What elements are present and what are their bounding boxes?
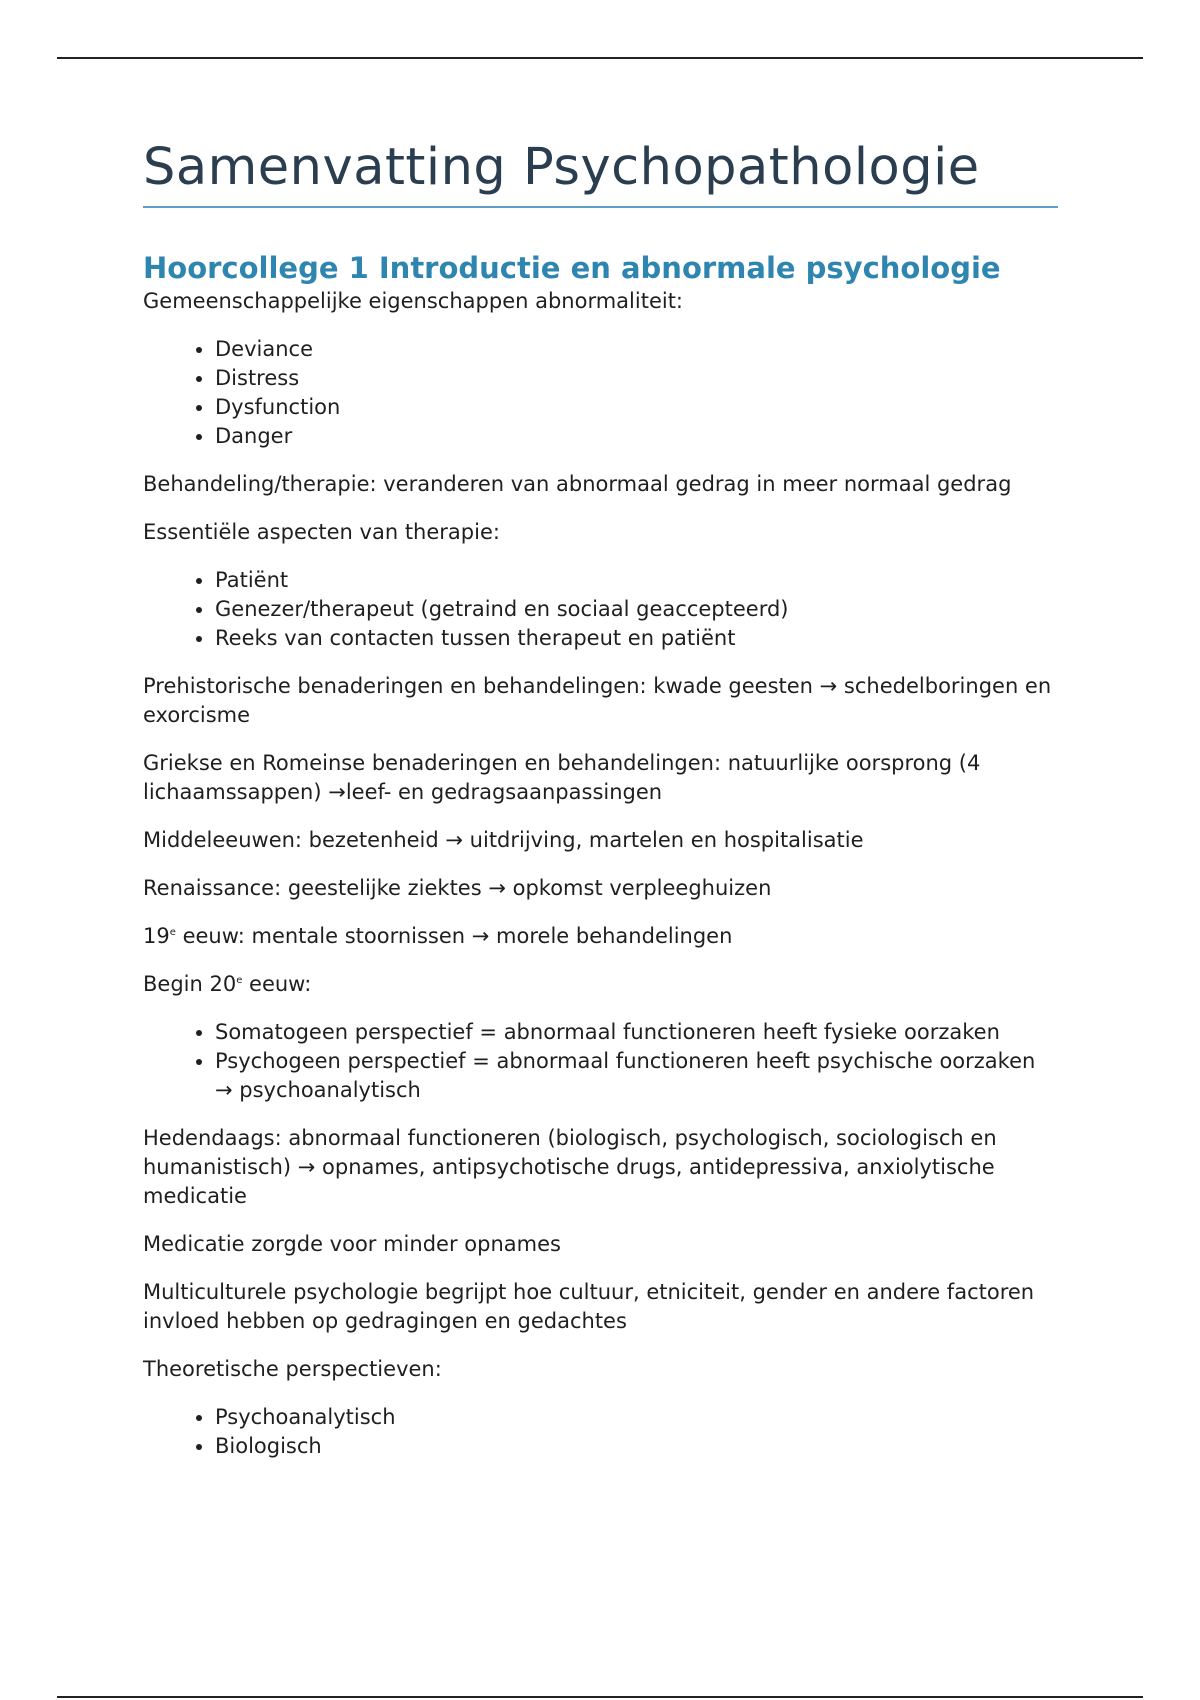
- theoretical-list: [143, 1403, 1058, 1461]
- century-19-paragraph: [143, 922, 1058, 951]
- document-page: [143, 140, 1058, 1480]
- header-rule: [57, 57, 1143, 59]
- century-20-rest: eeuw:: [242, 972, 312, 997]
- therapy-aspects-intro: Essentiële aspecten van therapie:: [143, 520, 500, 545]
- list-item: • Psychoanalytisch: [215, 1403, 1058, 1432]
- century-19-sup: e: [169, 927, 176, 939]
- therapy-aspects-list: [143, 566, 1058, 653]
- medication-paragraph: Medicatie zorgde voor minder opnames: [143, 1232, 561, 1257]
- list-item: • Somatogeen perspectief = abnormaal functioneren heeft fysieke oorzaken: [215, 1018, 1058, 1047]
- section-heading: Hoorcollege 1 Introductie en abnormale psychologie: [143, 251, 1001, 286]
- list-item: • Reeks van contacten tussen therapeut en patiënt: [215, 624, 1058, 653]
- contemporary-paragraph: Hedendaags: abnormaal functioneren (biologisch, psychologisch, sociologisch en humanistisch) → opnames, antipsychotische drugs, antidepressiva, anxiolytische medicatie: [143, 1126, 997, 1209]
- century-19-prefix: 19: [143, 924, 170, 949]
- century-20-paragraph: [143, 970, 1058, 999]
- list-item: • Patiënt: [215, 566, 1058, 595]
- greek-roman-paragraph: Griekse en Romeinse benaderingen en behandelingen: natuurlijke oorsprong (4 lichaamssappen) →leef- en gedragsaanpassingen: [143, 751, 981, 805]
- prehistoric-paragraph: Prehistorische benaderingen en behandelingen: kwade geesten → schedelboringen en exorcisme: [143, 674, 1052, 728]
- list-item: • Dysfunction: [215, 393, 1058, 422]
- century-20-prefix: Begin 20: [143, 972, 237, 997]
- list-item: • Psychogeen perspectief = abnormaal functioneren heeft psychische oorzaken → psychoanalytisch: [215, 1047, 1058, 1105]
- document-title: Samenvatting Psychopathologie: [143, 140, 1058, 208]
- renaissance-paragraph: Renaissance: geestelijke ziektes → opkomst verpleeghuizen: [143, 876, 772, 901]
- list-item: • Distress: [215, 364, 1058, 393]
- middle-ages-paragraph: Middeleeuwen: bezetenheid → uitdrijving, martelen en hospitalisatie: [143, 828, 864, 853]
- therapy-definition: Behandeling/therapie: veranderen van abnormaal gedrag in meer normaal gedrag: [143, 472, 1012, 497]
- abnormality-list: [143, 335, 1058, 451]
- list-item: • Genezer/therapeut (getraind en sociaal geaccepteerd): [215, 595, 1058, 624]
- multicultural-paragraph: Multiculturele psychologie begrijpt hoe cultuur, etniciteit, gender en andere factoren invloed hebben op gedragingen en gedachtes: [143, 1280, 1035, 1334]
- abnormality-intro: Gemeenschappelijke eigenschappen abnormaliteit:: [143, 289, 684, 314]
- footer-rule: [57, 1696, 1143, 1698]
- list-item: • Danger: [215, 422, 1058, 451]
- theoretical-intro: Theoretische perspectieven:: [143, 1357, 442, 1382]
- century-19-rest: eeuw: mentale stoornissen → morele behandelingen: [175, 924, 733, 949]
- perspectives-20-list: [143, 1018, 1058, 1105]
- century-20-sup: e: [236, 975, 243, 987]
- list-item: • Biologisch: [215, 1432, 1058, 1461]
- list-item: • Deviance: [215, 335, 1058, 364]
